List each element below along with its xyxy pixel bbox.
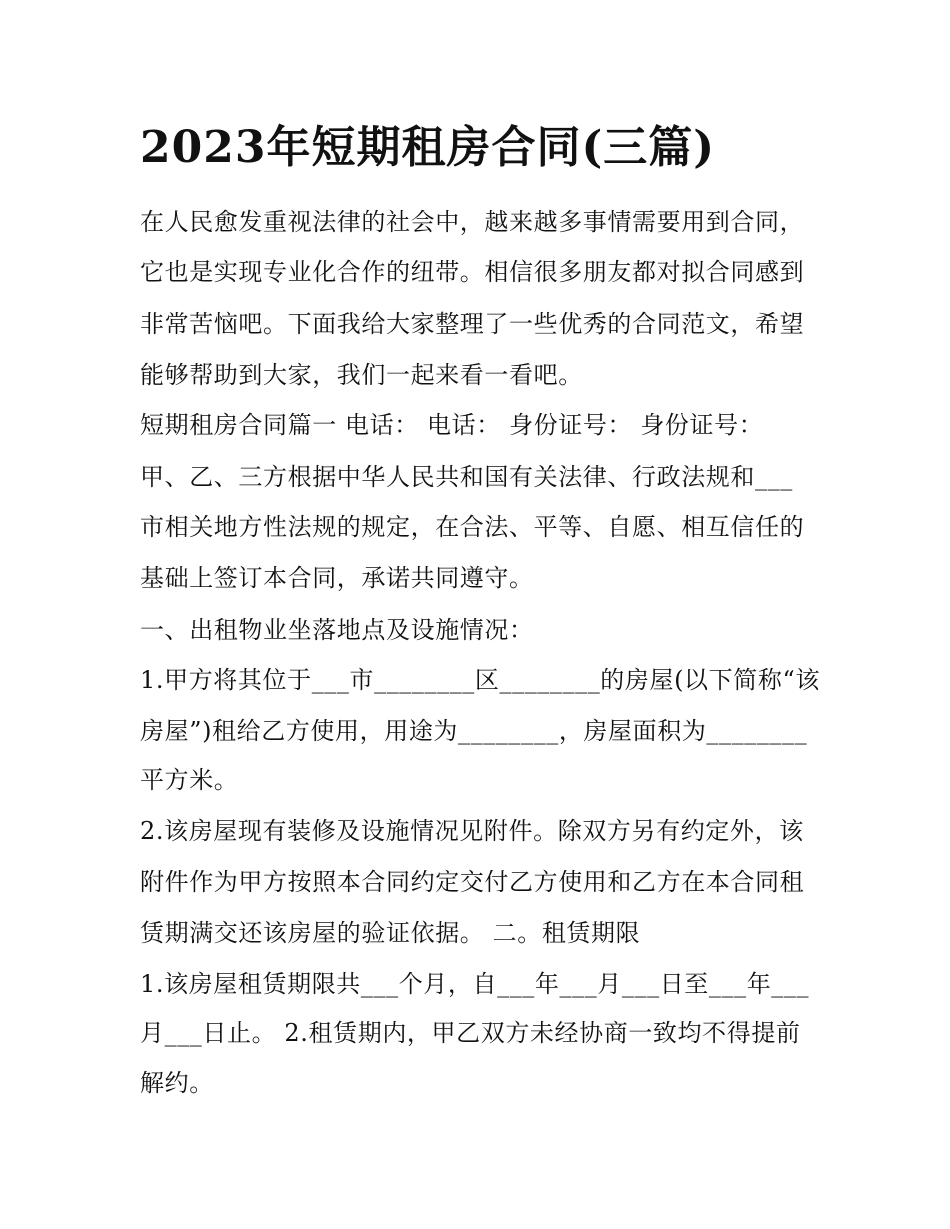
text-line: 在人民愈发重视法律的社会中，越来越多事情需要用到合同，	[140, 208, 805, 236]
text-line: 2.该房屋现有装修及设施情况见附件。除双方另有约定外，该	[140, 817, 804, 845]
text-line: 房屋”)租给乙方使用，用途为________，房屋面积为________	[140, 717, 808, 745]
text-line: 能够帮助到大家，我们一起来看一看吧。	[140, 361, 583, 389]
text-line: 平方米。	[140, 766, 239, 794]
text-line: 市相关地方性法规的规定，在合法、平等、自愿、相互信任的	[140, 513, 805, 541]
text-line: 1.该房屋租赁期限共___个月，自___年___月___日至___年___	[140, 970, 810, 998]
document-title: 2023年短期租房合同(三篇)	[140, 122, 716, 173]
text-line: 一、出租物业坐落地点及设施情况：	[140, 616, 534, 644]
text-line: 赁期满交还该房屋的验证依据。 二。租赁期限	[140, 919, 641, 947]
text-line: 短期租房合同篇一 电话： 电话： 身份证号： 身份证号：	[140, 411, 764, 439]
text-line: 它也是实现专业化合作的纽带。相信很多朋友都对拟合同感到	[140, 258, 805, 286]
text-line: 甲、乙、三方根据中华人民共和国有关法律、行政法规和___	[140, 463, 793, 491]
text-line: 基础上签订本合同，承诺共同遵守。	[140, 564, 534, 592]
text-line: 1.甲方将其位于___市________区________的房屋(以下简称“该	[140, 666, 820, 694]
text-line: 非常苦恼吧。下面我给大家整理了一些优秀的合同范文，希望	[140, 310, 805, 338]
text-line: 解约。	[140, 1069, 214, 1097]
text-line: 月___日止。 2.租赁期内，甲乙双方未经协商一致均不得提前	[140, 1019, 801, 1047]
text-line: 附件作为甲方按照本合同约定交付乙方使用和乙方在本合同租	[140, 868, 805, 896]
